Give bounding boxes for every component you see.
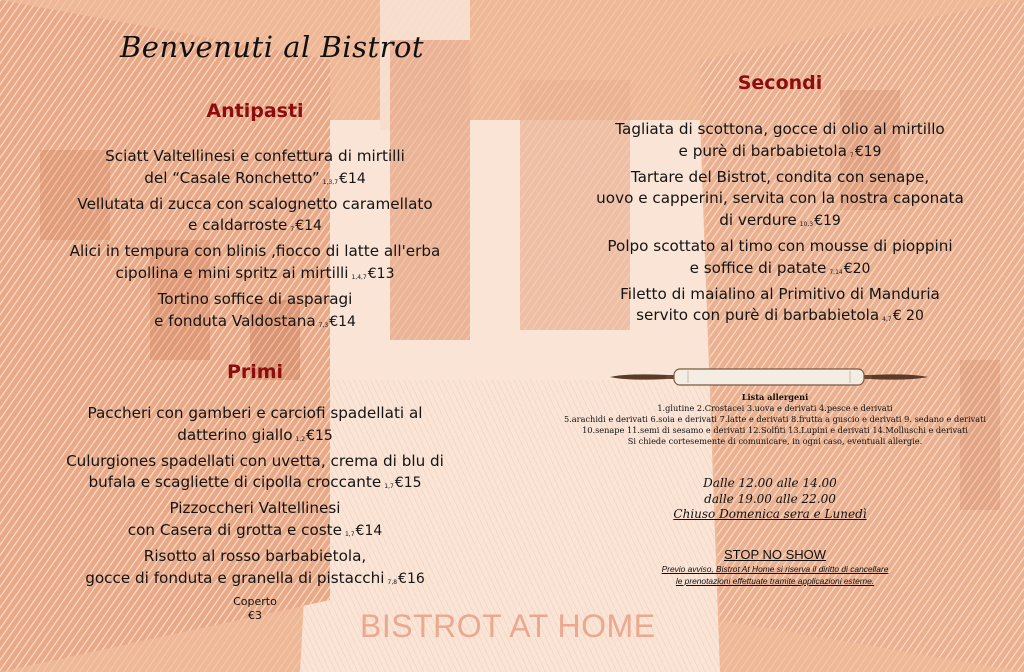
dish-text: di verdure (719, 211, 797, 230)
welcome-title: Benvenuti al Bistrot (120, 30, 425, 64)
dish-text: del “Casale Ronchetto” (144, 168, 320, 187)
menu-line (545, 141, 1015, 167)
allergen-list (560, 392, 990, 447)
coperto-info (210, 595, 300, 623)
menu-line (20, 241, 490, 263)
dish-text: bufala e scagliette di cipolla croccante (88, 473, 382, 492)
allergen-codes: 1,7 (344, 530, 355, 538)
allergen-codes: 4,7 (882, 316, 892, 324)
menu-line (20, 546, 490, 568)
menu-line (20, 451, 490, 473)
dish-price: €14 (295, 218, 322, 235)
hours-closed: Chiuso Domenica sera e Lunedì (673, 507, 867, 521)
menu-line (20, 568, 490, 594)
allergen-codes: 7,14 (829, 268, 843, 276)
dish-text: Filetto di maialino al Primitivo di Manduria (620, 284, 940, 303)
menu-line (20, 472, 490, 498)
menu-line (20, 311, 490, 337)
menu-line (545, 284, 1015, 306)
left-column (20, 0, 490, 672)
opening-hours (640, 476, 900, 523)
allergen-line: 5.arachidi e derivati 6.soia e derivati 7.latte e derivati 8.frutta a guscio e derivati 9. sedano e derivati (563, 414, 987, 424)
dish-text: e soffice di patate (689, 258, 827, 277)
secondi-list (545, 119, 1015, 331)
menu-line (20, 168, 490, 194)
dish-price: €14 (355, 522, 383, 539)
hours-dinner: dalle 19.00 alle 22.00 (704, 491, 836, 506)
menu-line (20, 498, 490, 520)
allergen-line: 10.senape 11.semi di sesamo e derivati 12.Solfiti 13.Lupini e derivati 14.Molluschi e derivati (582, 425, 968, 435)
menu-line (545, 119, 1015, 141)
menu-line (545, 167, 1015, 189)
dish-text: Vellutata di zucca con scalognetto caramellato (77, 194, 433, 213)
menu-line (20, 403, 490, 425)
dish-text: Alici in tempura con blinis ,fiocco di latte all'erba (69, 242, 441, 261)
dish-text: datterino giallo (177, 425, 293, 444)
dish-price: € 20 (892, 308, 924, 325)
dish-text: Paccheri con gamberi e carciofi spadellati al (87, 404, 423, 422)
menu-line (545, 236, 1015, 258)
allergen-codes: 7,8 (387, 578, 398, 586)
dish-text: gocce di fonduta e granella di pistacchi (85, 568, 385, 587)
primi-heading: Primi (226, 361, 284, 383)
menu-line (20, 425, 490, 451)
menu-line (20, 520, 490, 546)
menu-line (20, 289, 490, 311)
dish-price: €19 (854, 143, 882, 160)
no-show-title: STOP NO SHOW (723, 547, 827, 562)
dish-price: €15 (394, 475, 422, 492)
dish-text: servito con purè di barbabietola (636, 306, 880, 325)
dish-text: e fonduta Valdostana (154, 311, 316, 330)
right-column (545, 0, 1015, 400)
menu-line (20, 263, 490, 289)
no-show-note: le prenotazioni effettuate tramite applicazioni esterne. (675, 576, 875, 586)
primi-list (20, 403, 490, 593)
no-show-note: Previo avviso, Bistrot At Home si riserva il diritto di cancellare (661, 564, 889, 574)
hours-lunch: Dalle 12.00 alle 14.00 (703, 476, 837, 490)
dish-price: €16 (398, 570, 425, 587)
dish-text: cipollina e mini spritz ai mirtilli (115, 263, 349, 282)
allergen-line: 1.glutine 2.Crostacei 3.uova e derivati 4.pesce e derivati (657, 403, 893, 413)
dish-text: Pizzoccheri Valtellinesi (169, 499, 341, 518)
dish-text: e caldarroste (188, 216, 288, 235)
dish-text: uovo e capperini, servita con la nostra caponata (596, 189, 964, 208)
dish-text: con Casera di grotta e coste (127, 520, 342, 539)
antipasti-heading: Antipasti (206, 100, 304, 122)
allergen-codes: 7 (290, 226, 295, 234)
dish-price: €14 (329, 313, 356, 330)
allergen-codes: 10,3 (799, 221, 814, 229)
dish-text: Tartare del Bistrot, condita con senape, (630, 167, 930, 186)
dish-price: €15 (306, 427, 333, 444)
menu-line (545, 188, 1015, 210)
dish-text: Risotto al rosso barbabietola, (143, 546, 367, 565)
secondi-heading: Secondi (737, 72, 823, 94)
dish-price: €14 (339, 170, 366, 187)
rolling-pin-divider (608, 366, 930, 388)
menu-line (545, 210, 1015, 236)
no-show-policy (600, 546, 950, 587)
dish-text: Tortino soffice di asparagi (157, 289, 353, 308)
dish-text: Tagliata di scottona, gocce di olio al mirtillo (615, 120, 945, 138)
allergen-codes: 7 (849, 151, 854, 159)
coperto-label: Coperto (233, 595, 277, 608)
dish-text: Culurgiones spadellati con uvetta, crema di blu di (66, 451, 444, 470)
dish-price: €20 (843, 260, 871, 277)
allergen-note: Si chiede cortesemente di comunicare, in ogni caso, eventuali allergie. (627, 436, 923, 446)
dish-price: €13 (367, 265, 395, 282)
menu-line (545, 305, 1015, 331)
allergen-codes: 1,3,7 (322, 178, 339, 186)
antipasti-list (20, 146, 490, 336)
dish-text: Sciatt Valtellinesi e confettura di mirtilli (105, 147, 405, 165)
menu-line (20, 146, 490, 168)
watermark-text: BISTROT AT HOME (360, 608, 656, 644)
allergen-codes: 1,2 (295, 435, 306, 443)
dish-price: €19 (814, 213, 841, 230)
allergen-codes: 1,4,7 (351, 273, 367, 281)
dish-text: e purè di barbabietola (678, 141, 847, 160)
dish-text: Polpo scottato al timo con mousse di pioppini (607, 236, 953, 255)
allergen-codes: 1,7 (384, 483, 394, 491)
menu-line (20, 215, 490, 241)
allergen-codes: 7,3 (318, 321, 329, 329)
menu-line (20, 194, 490, 216)
menu-line (545, 258, 1015, 284)
coperto-price: €3 (248, 609, 262, 622)
allergen-title: Lista allergeni (741, 392, 809, 402)
